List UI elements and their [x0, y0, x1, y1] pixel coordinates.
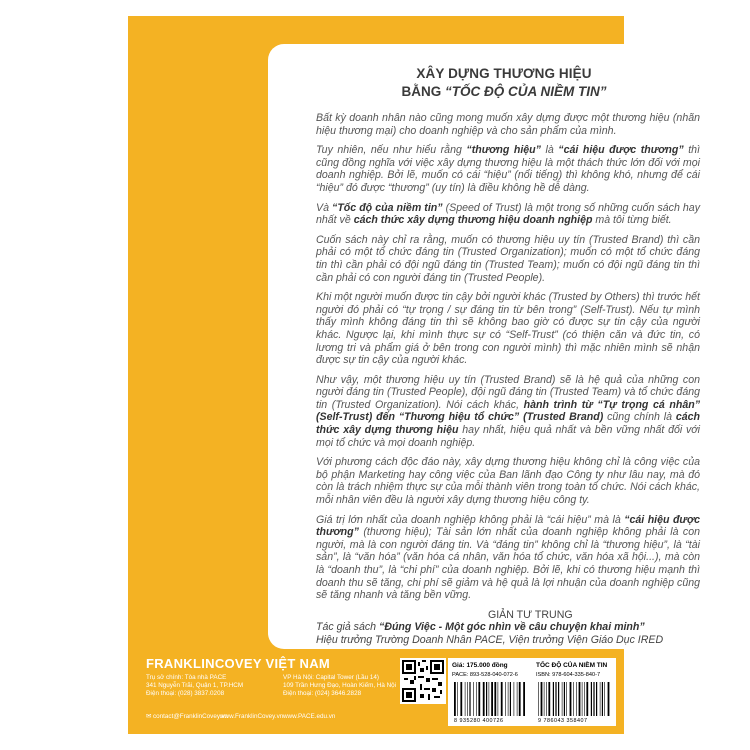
text-panel: [268, 44, 740, 649]
heading-line-2-prefix: BẰNG: [401, 84, 445, 99]
barcode-bar: [555, 682, 556, 716]
office-hcm-line: Trụ sở chính: Tòa nhà PACE: [146, 674, 227, 681]
barcode-bar: [558, 682, 559, 716]
barcode-bar: [469, 682, 470, 716]
barcode-bar: [600, 682, 601, 716]
barcode-isbn: [536, 682, 612, 716]
barcode-bar: [517, 682, 518, 716]
barcode-bar: [491, 682, 493, 716]
emphasis-text: “Tốc độ của niềm tin”: [332, 201, 443, 214]
paragraph-text: Như vậy, một thương hiệu uy tín (Trusted Brand) sẽ là hệ quả của những con người đáng tin (Trusted People), đội ngũ đáng tin (Trusted Team) và tổ chức đáng tin (Trusted Organization). Nói cách khác,: [316, 373, 700, 411]
emphasis-text: cách thức xây dựng thương hiệu: [316, 411, 700, 437]
barcode-bar: [544, 682, 545, 716]
office-hanoi-line: VP Hà Nội: Capital Tower (Lầu 14): [283, 674, 380, 681]
barcode-bar: [541, 682, 543, 716]
email-link[interactable]: ✉ contact@FranklinCovey.vn: [146, 713, 228, 720]
emphasis-text: “thương hiệu”: [466, 144, 541, 157]
barcode-bar: [501, 682, 503, 716]
barcode-bar: [494, 682, 496, 716]
office-hcm-line: Điện thoại: (028) 3837.0208: [146, 690, 225, 697]
barcode-bar: [586, 682, 588, 716]
office-hcm-line: 341 Nguyễn Trãi, Quận 1, TP.HCM: [146, 682, 244, 689]
paragraph: [316, 202, 700, 227]
barcode-bar: [454, 682, 456, 716]
paragraph-text: là: [540, 144, 559, 157]
paragraph-text: mà tôi từng biết.: [592, 214, 672, 227]
barcode-bar: [576, 682, 577, 716]
barcode-bar: [562, 682, 563, 716]
barcode-bar: [596, 682, 597, 716]
paragraph-text: Cuốn sách này chỉ ra rằng, muốn có thương hiệu uy tín (Trusted Brand) thì cần phải có một tổ chức đáng tin (Trusted Organization); muốn có một tổ chức đáng tin thì cần phải có đội ngũ đáng tin (Trusted Team); muốn có đội ngũ đáng tin thì cần phải có con người đáng tin (Trusted People).: [316, 233, 700, 284]
paragraph: [316, 234, 700, 284]
paragraph: [316, 291, 700, 367]
barcode-bar: [570, 682, 572, 716]
paragraph: [316, 514, 700, 602]
barcode-bar: [489, 682, 490, 716]
barcode-bar: [593, 682, 594, 716]
paragraphs: [316, 112, 700, 602]
paragraph-text: Giá trị lớn nhất của doanh nghiệp không phải là “cái hiệu” mà là: [316, 513, 625, 526]
website-link-pace[interactable]: www.PACE.edu.vn: [283, 713, 336, 720]
barcode-bar: [498, 682, 499, 716]
barcode-bar: [604, 682, 605, 716]
barcode-pace-digits: 8 935280 400726: [454, 718, 504, 724]
website-link-franklincovey[interactable]: www.FranklinCovey.vn: [220, 713, 284, 720]
barcode-bar: [602, 682, 603, 716]
barcode-bar: [523, 682, 525, 716]
barcode-bar: [465, 682, 466, 716]
barcode-pace: [452, 682, 528, 716]
barcode-bar: [460, 682, 462, 716]
barcode-bar: [584, 682, 585, 716]
barcode-bar: [478, 682, 480, 716]
barcode-bar: [591, 682, 592, 716]
paragraph: [316, 144, 700, 194]
price-isbn-box: [448, 658, 616, 726]
paragraph-text: hay nhất, hiệu quả nhất và bền vững nhất đối với mọi tổ chức và mọi doanh nghiệp.: [316, 424, 700, 449]
isbn-pace: PACE: 893-528-040-072-6: [452, 672, 518, 678]
paragraph-text: Khi một người muốn được tin cậy bởi người khác (Trusted by Others) thì trước hết người đó phải có “tự trọng / sự đáng tin từ bên trong” (Self-Trust). Nếu tự mình thấy mình không đáng tin thì sẽ không bao giờ có được sự tin cậy của người khác. Ngược lại, khi mình thực sự có “Self-Trust” (có thiện căn và đức tin, có lương tri và phẩm giá ở bên trong con người mình) thì mặc nhiên mình sẽ nhận được sự tin cậy của người khác.: [316, 291, 700, 367]
paragraph: [316, 374, 700, 450]
paragraph-text: (thương hiệu); Tài sản lớn nhất của doanh nghiệp không phải là con người, mà là con người đáng tin. Và “đáng tin” không chỉ là “thương hiệu”, là “tài sản”, là “văn hóa” (văn hóa cá nhân, văn hóa tổ chức, văn hóa xã hội...), mà còn là “doanh thu”, là “chi phí” của doanh nghiệp. Bởi lẽ, khi có thương hiệu mạnh thì doanh thu sẽ tăng, chi phí sẽ giảm và hệ quả là lợi nhuận của doanh nghiệp cũng sẽ tăng nhanh và tăng bền vững.: [316, 526, 700, 602]
signature-title-1: [316, 621, 700, 634]
paragraph: [316, 112, 700, 137]
office-hcm: [146, 674, 276, 698]
review-body: [316, 112, 700, 647]
barcode-bar: [483, 682, 485, 716]
book-title-small: TỐC ĐỘ CỦA NIỀM TIN: [536, 662, 608, 669]
barcode-bar: [566, 682, 567, 716]
footer: [128, 640, 624, 734]
emphasis-text: “cái hiệu được thương”: [316, 513, 700, 539]
heading-book-title: “TỐC ĐỘ CỦA NIỀM TIN”: [445, 84, 607, 99]
heading-line-1: XÂY DỰNG THƯƠNG HIỆU: [416, 66, 592, 81]
barcode-bar: [473, 682, 474, 716]
signature-title-2: Hiệu trưởng Trường Doanh Nhân PACE, Viện trưởng Viện Giáo Dục IRED: [316, 633, 664, 646]
publisher-brand: FRANKLINCOVEY VIỆT NAM: [146, 656, 331, 671]
paragraph-text: Tuy nhiên, nếu như hiểu rằng: [316, 144, 467, 157]
signature-prefix: Tác giả sách: [316, 621, 380, 634]
signature-name: GIẢN TƯ TRUNG: [488, 608, 573, 621]
barcode-bar: [573, 682, 574, 716]
office-hanoi-line: 109 Trần Hưng Đạo, Hoàn Kiếm, Hà Nội: [283, 682, 397, 689]
paragraph: [316, 456, 700, 506]
paragraph-text: thì cũng đồng nghĩa với việc xây dựng thương hiệu là một thách thức lớn đối với mọi doanh nghiệp. Bởi lẽ, muốn có cái “hiệu” (nổi tiếng) thì không khó, nhưng để cái “hiệu” đó được “thương” (uy tín) là điều không hề dễ dàng.: [316, 144, 700, 194]
barcode-bar: [546, 682, 547, 716]
office-hanoi-line: Điện thoại: (024) 3646.2828: [283, 690, 362, 697]
isbn-book: ISBN: 978-604-335-840-7: [536, 672, 601, 678]
barcode-bar: [553, 682, 554, 716]
barcode-bar: [579, 682, 581, 716]
barcode-bar: [508, 682, 509, 716]
barcode-bar: [467, 682, 468, 716]
barcode-bar: [505, 682, 506, 716]
barcode-bar: [514, 682, 515, 716]
barcode-bar: [476, 682, 477, 716]
barcode-isbn-digits: 9 786043 358407: [538, 718, 588, 724]
barcode-bar: [548, 682, 550, 716]
emphasis-text: “cái hiệu được thương”: [558, 144, 684, 157]
paragraph-text: Với phương cách độc đáo này, xây dựng thương hiệu không chỉ là công việc của bộ phận Marketing hay công việc của Ban lãnh đạo Công ty như lâu nay, mà đó còn là trách nhiệm thực sự của mỗi thành viên trong toàn tổ chức. Nói cách khác, mỗi nhân viên đều là người xây dựng thương hiệu công ty.: [316, 456, 700, 507]
barcode-bar: [538, 682, 539, 716]
qr-code: [400, 658, 446, 704]
emphasis-text: cách thức xây dựng thương hiệu doanh nghiệp: [353, 214, 593, 227]
paragraph-text: Bất kỳ doanh nhân nào cũng mong muốn xây dựng được một thương hiệu (nhãn hiệu thương mại) cho doanh nghiệp và cho sản phẩm của mình.: [316, 112, 700, 137]
office-hanoi: [283, 674, 398, 698]
paragraph-text: Và: [316, 201, 333, 214]
barcode-bar: [486, 682, 487, 716]
emphasis-text: hành trình từ “Tự trọng cá nhân” (Self-Trust) đến “Thương hiệu tổ chức” (Trusted Brand): [316, 398, 701, 424]
heading-line-2: [268, 84, 740, 99]
paragraph-text: (Speed of Trust) là một trong số những cuốn sách hay nhất về: [316, 201, 700, 227]
paragraph-text: cũng chính là: [603, 411, 676, 424]
barcode-bar: [564, 682, 565, 716]
qr-code-graphic: [402, 660, 444, 702]
barcode-bar: [457, 682, 458, 716]
barcode-bar: [608, 682, 610, 716]
barcode-bar: [510, 682, 511, 716]
signature-book: “Đúng Việc - Một góc nhìn về câu chuyện khai minh”: [379, 621, 645, 634]
barcode-bar: [519, 682, 521, 716]
price-label: Giá: 175.000 đồng: [452, 662, 508, 669]
book-back-cover: [128, 16, 701, 734]
barcode-bar: [582, 682, 583, 716]
